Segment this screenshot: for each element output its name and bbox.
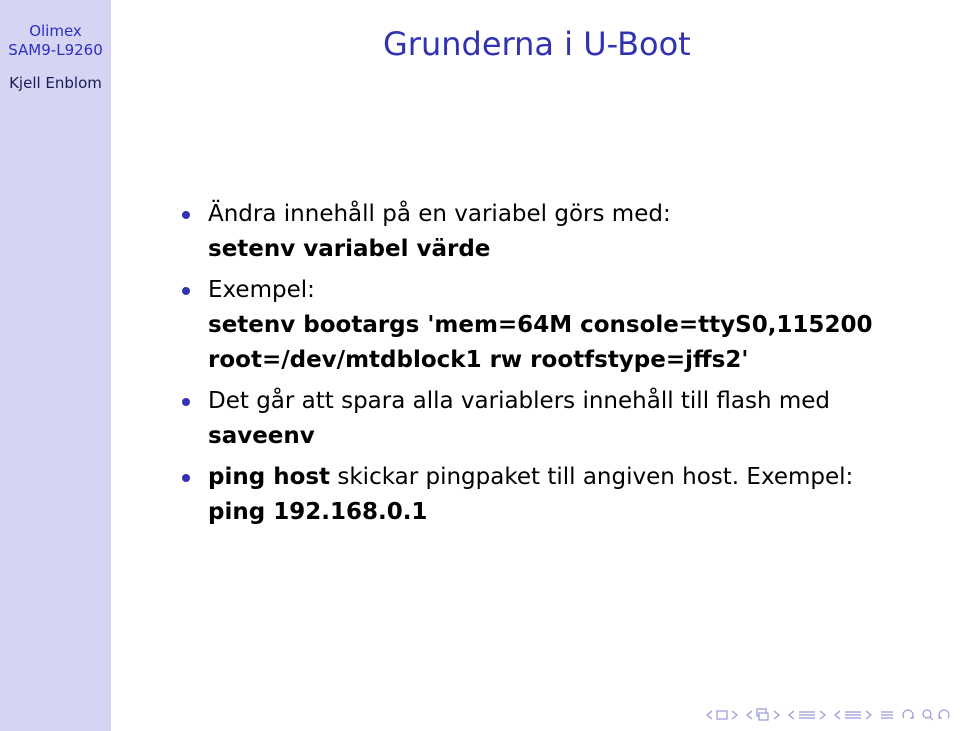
beamer-navigation [706,707,950,723]
item-command: saveenv [208,423,315,449]
slide-nav-icon[interactable] [834,709,872,721]
item-text-line [208,460,948,495]
bullet-icon [182,474,190,482]
item-command-cont: root=/dev/mtdblock1 rw rootfstype=jffs2' [208,347,749,373]
list-item [178,460,948,530]
list-item [178,384,948,454]
item-text: Ändra innehåll på en variabel görs med: [208,201,671,227]
bullet-icon [182,211,190,219]
back-forward-icon[interactable] [880,709,894,721]
sidebar-author[interactable]: Kjell Enblom [9,74,102,92]
item-command: ping 192.168.0.1 [208,499,428,525]
frame-nav-icon[interactable] [706,709,738,721]
list-item [178,197,948,267]
section-nav-icon[interactable] [788,709,826,721]
sidebar [0,0,111,731]
bullet-icon [182,398,190,406]
sidebar-board[interactable]: SAM9-L9260 [8,41,103,59]
sidebar-org[interactable]: Olimex [29,22,82,40]
item-command: setenv bootargs 'mem=64M console=ttyS0,115200 [208,312,873,338]
slide-title: Grunderna i U-Boot [383,25,691,63]
subsection-nav-icon[interactable] [746,708,780,722]
item-text: skickar pingpaket till angiven host. Exempel: [330,464,854,490]
item-command-inline: ping host [208,464,331,490]
list-item [178,273,948,378]
bullet-list [178,197,948,536]
item-text: Det går att spara alla variablers innehåll till flash med [208,388,831,414]
bullet-icon [182,287,190,295]
search-icon[interactable] [902,708,950,722]
item-command: setenv variabel värde [208,236,491,262]
item-text: Exempel: [208,277,315,303]
